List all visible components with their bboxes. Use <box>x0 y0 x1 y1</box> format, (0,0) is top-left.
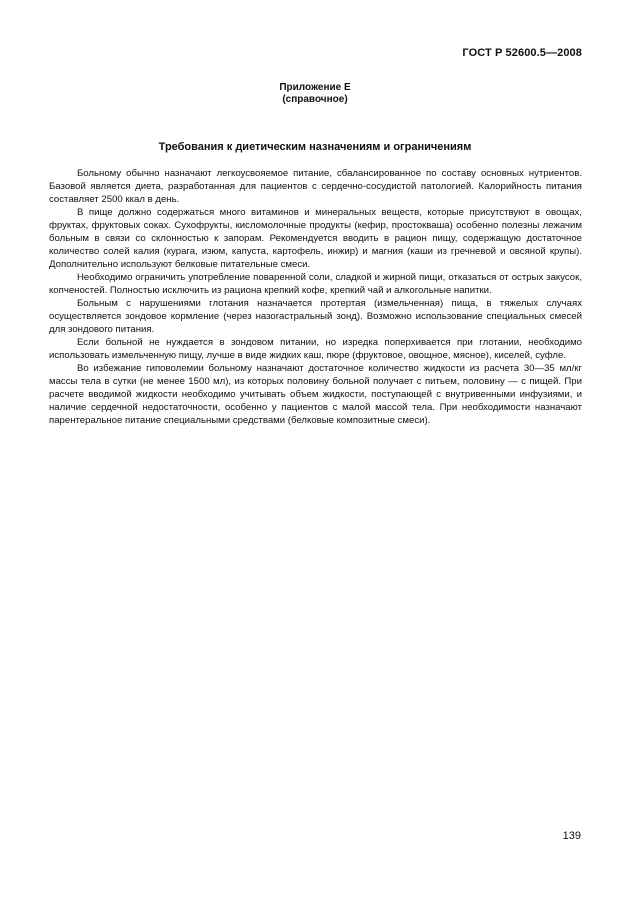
section-title: Требования к диетическим назначениям и ограничениям <box>158 141 472 153</box>
body-text <box>49 167 582 427</box>
annex-title: Приложение Е <box>279 82 351 93</box>
paragraph: В пище должно содержаться много витаминов и минеральных веществ, которые присутствуют в овощах, фруктах, фруктовых соках. Сухофрукты, кисломолочные продукты (кефир, простокваша) особенно полезны лежачим больным в связи со склонностью к запорам. Рекомендуется вводить в рацион пищу, содержащую достаточное количество солей калия (курага, изюм, капуста, картофель, инжир) и магния (каши из гречневой и овсяной крупы). Дополнительно используют белковые питательные смеси. <box>49 207 582 270</box>
document-code: ГОСТ Р 52600.5—2008 <box>462 47 582 59</box>
paragraph: Если больной не нуждается в зондовом питании, но изредка поперхивается при глотании, необходимо использовать измельченную пищу, лучше в виде жидких каш, пюре (фруктовое, овощное, мясное), киселей, суфле. <box>49 337 582 361</box>
paragraph: Больному обычно назначают легкоусвояемое питание, сбалансированное по составу основных нутриентов. Базовой является диета, разработанная для пациентов с сердечно-сосудистой патологией. Калорийность питания составляет 2500 ккал в день. <box>49 168 582 205</box>
paragraph: Больным с нарушениями глотания назначается протертая (измельченная) пища, в тяжелых случаях осуществляется зондовое кормление (через назогастральный зонд). Возможно использование специальных смесей для зондового питания. <box>49 298 582 335</box>
paragraph: Во избежание гиповолемии больному назначают достаточное количество жидкости из расчета 30—35 мл/кг массы тела в сутки (не менее 1500 мл), из которых половину больной получает с питьем, половину — с пищей. При расчете вводимой жидкости необходимо учитывать объем жидкости, поступающей с внутривенными инфузиями, и наличие сердечной недостаточности, особенно у пациентов с малой массой тела. При необходимости назначают парентеральное питание специальными средствами (белковые композитные смеси). <box>49 363 582 426</box>
paragraph: Необходимо ограничить употребление поваренной соли, сладкой и жирной пищи, отказаться от острых закусок, копченостей. Полностью исключить из рациона крепкий кофе, крепкий чай и алкогольные напитки. <box>49 272 582 296</box>
page-number: 139 <box>562 830 581 842</box>
annex-heading <box>0 82 630 106</box>
annex-subtitle: (справочное) <box>282 94 348 105</box>
